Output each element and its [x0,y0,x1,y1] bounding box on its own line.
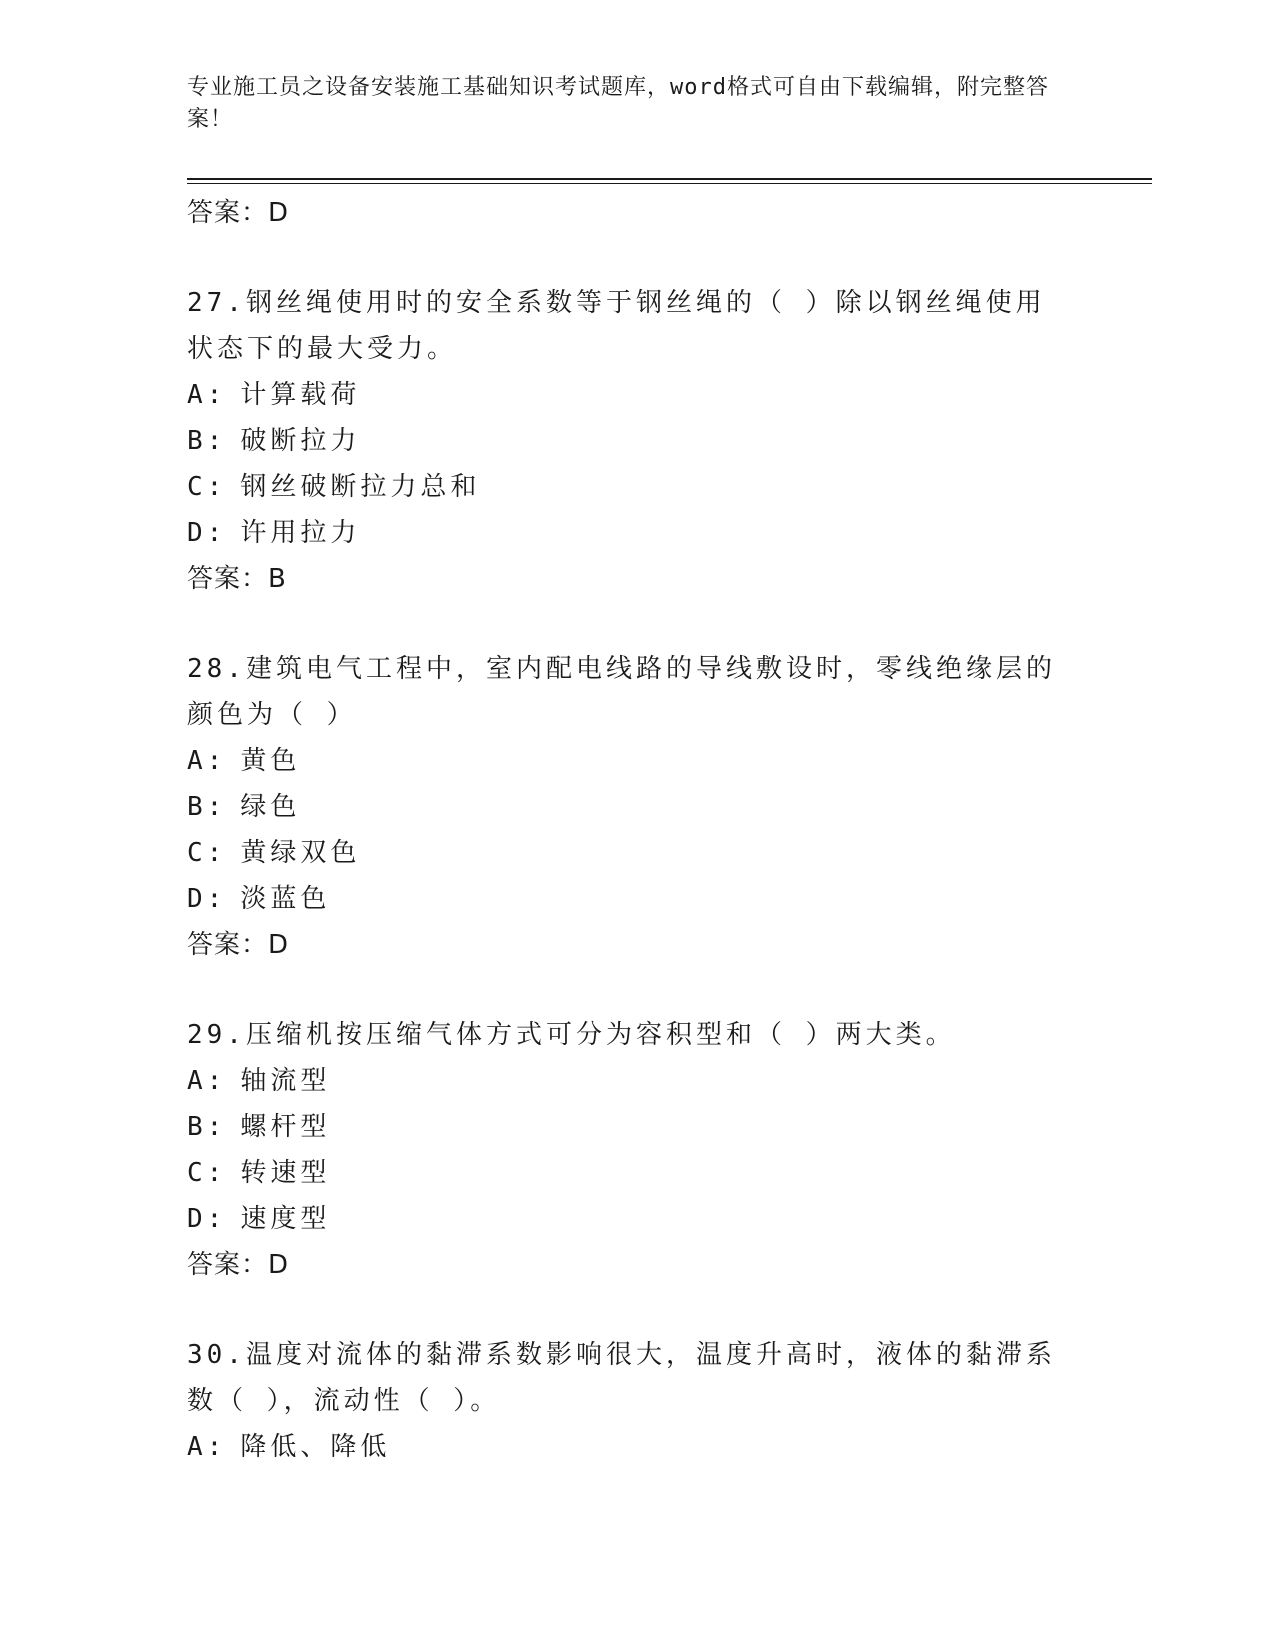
question-30 [187,1332,1087,1470]
question-28 [187,646,1087,968]
option-key: A: [187,380,227,410]
question-text: 30.温度对流体的黏滞系数影响很大，温度升高时，液体的黏滞系数（ ），流动性（ ）。 [187,1340,1056,1416]
option-key: C: [187,838,227,868]
previous-answer: 答案：D [187,198,290,228]
option-b [187,784,1087,830]
option-key: B: [187,426,227,456]
option-key: B: [187,792,227,822]
spacer [187,236,1087,280]
header-rule-thick [187,178,1152,180]
option-text: 转速型 [240,1158,331,1188]
option-text: 绿色 [240,792,301,822]
question-content [187,190,1087,1470]
option-d [187,510,1087,556]
option-a [187,372,1087,418]
option-key: D: [187,518,227,548]
option-text: 破断拉力 [240,426,361,456]
question-29 [187,1012,1087,1288]
option-key: D: [187,1204,227,1234]
option-key: A: [187,746,227,776]
spacer [187,1288,1087,1332]
question-27 [187,280,1087,602]
option-text: 淡蓝色 [240,884,331,914]
option-a [187,1058,1087,1104]
option-text: 螺杆型 [240,1112,331,1142]
option-text: 轴流型 [240,1066,331,1096]
option-text: 计算载荷 [240,380,361,410]
header-rule-thin [187,183,1152,184]
option-c [187,464,1087,510]
option-text: 速度型 [240,1204,331,1234]
option-c [187,1150,1087,1196]
question-text: 28.建筑电气工程中，室内配电线路的导线敷设时，零线绝缘层的颜色为（ ） [187,654,1056,730]
option-d [187,1196,1087,1242]
option-b [187,1104,1087,1150]
option-key: D: [187,884,227,914]
option-key: B: [187,1112,227,1142]
option-key: A: [187,1066,227,1096]
option-text: 钢丝破断拉力总和 [240,472,481,502]
option-a [187,1424,1087,1470]
option-text: 黄色 [240,746,301,776]
option-a [187,738,1087,784]
answer: 答案：B [187,564,287,594]
option-key: C: [187,1158,227,1188]
option-key: C: [187,472,227,502]
option-text: 降低、降低 [240,1432,391,1462]
option-d [187,876,1087,922]
option-b [187,418,1087,464]
option-c [187,830,1087,876]
option-text: 黄绿双色 [240,838,361,868]
option-key: A: [187,1432,227,1462]
answer: 答案：D [187,1250,290,1280]
option-text: 许用拉力 [240,518,361,548]
document-header: 专业施工员之设备安装施工基础知识考试题库，word格式可自由下载编辑，附完整答案！ [187,75,1049,132]
question-text: 27.钢丝绳使用时的安全系数等于钢丝绳的（ ）除以钢丝绳使用状态下的最大受力。 [187,288,1046,364]
spacer [187,968,1087,1012]
answer: 答案：D [187,930,290,960]
question-text: 29.压缩机按压缩气体方式可分为容积型和（ ）两大类。 [187,1020,956,1050]
spacer [187,602,1087,646]
